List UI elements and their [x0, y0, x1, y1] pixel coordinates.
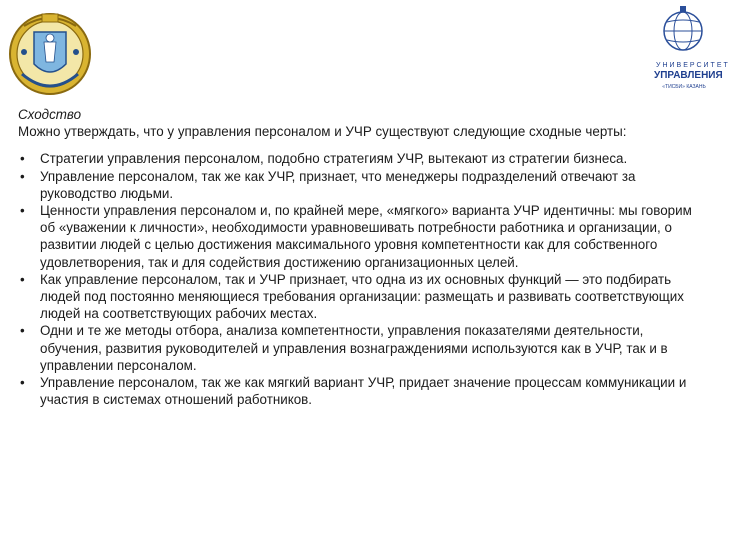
list-item-text: Как управление персоналом, так и УЧР признает, что одна из их основных функций — это подбирать людей под постоянно меняющиеся требования организации: размещать и развивать соответствующих людей на соответствующих рабочих местах.: [40, 271, 684, 322]
university-logo-line2: УПРАВЛЕНИЯ: [654, 70, 723, 81]
list-item-text: Стратегии управления персоналом, подобно стратегиям УЧР, вытекают из стратегии бизнеса.: [40, 151, 628, 167]
slide-intro: Можно утверждать, что у управления персоналом и УЧР существуют следующие сходные черты:: [18, 124, 627, 140]
list-item-text: Управление персоналом, так же как УЧР, признает, что менеджеры подразделений отвечают за руководство людьми.: [40, 168, 636, 201]
list-item-text: Одни и те же методы отбора, анализа компетентности, управления показателями деятельности, обучения, развития руководителей и управления вознаграждениями используются как в УЧР, так и в управлении персоналом.: [40, 323, 668, 373]
coat-of-arms-icon: [4, 4, 96, 100]
list-item-text: Управление персоналом, так же как мягкий вариант УЧР, придает значение процессам коммуникации и участия в системах отношений работников.: [40, 375, 687, 408]
list-item: [18, 271, 708, 323]
list-item: [18, 322, 708, 374]
bullet-icon: •: [20, 203, 25, 219]
bullet-icon: •: [20, 375, 25, 391]
bullet-icon: •: [20, 323, 25, 339]
list-item: [18, 150, 708, 167]
list-item: [18, 202, 708, 271]
coat-of-arms-logo: [4, 4, 96, 100]
list-item-text: Ценности управления персоналом и, по крайней мере, «мягкого» варианта УЧР идентичны: мы говорим об «уважении к личности», необходимости уравновешивать потребности работника и организации, о развитии людей с целью достижения максимального уровня компетентности как для собственного удовлетворения, так и для содействия достижению организационных целей.: [40, 203, 692, 270]
slide-content: [18, 106, 708, 408]
university-logo-line3: «ТИСБИ» КАЗАНЬ: [662, 84, 706, 90]
list-item: [18, 374, 708, 408]
bullet-icon: •: [20, 271, 25, 287]
slide-heading: Сходство: [18, 107, 82, 122]
university-logo: [650, 4, 730, 94]
bullet-icon: •: [20, 168, 25, 184]
university-logo-line1: УНИВЕРСИТЕТ: [656, 62, 730, 69]
list-item: [18, 168, 708, 202]
similarities-list: [18, 150, 708, 408]
bullet-icon: •: [20, 151, 25, 167]
globe-logo-icon: [650, 4, 716, 62]
